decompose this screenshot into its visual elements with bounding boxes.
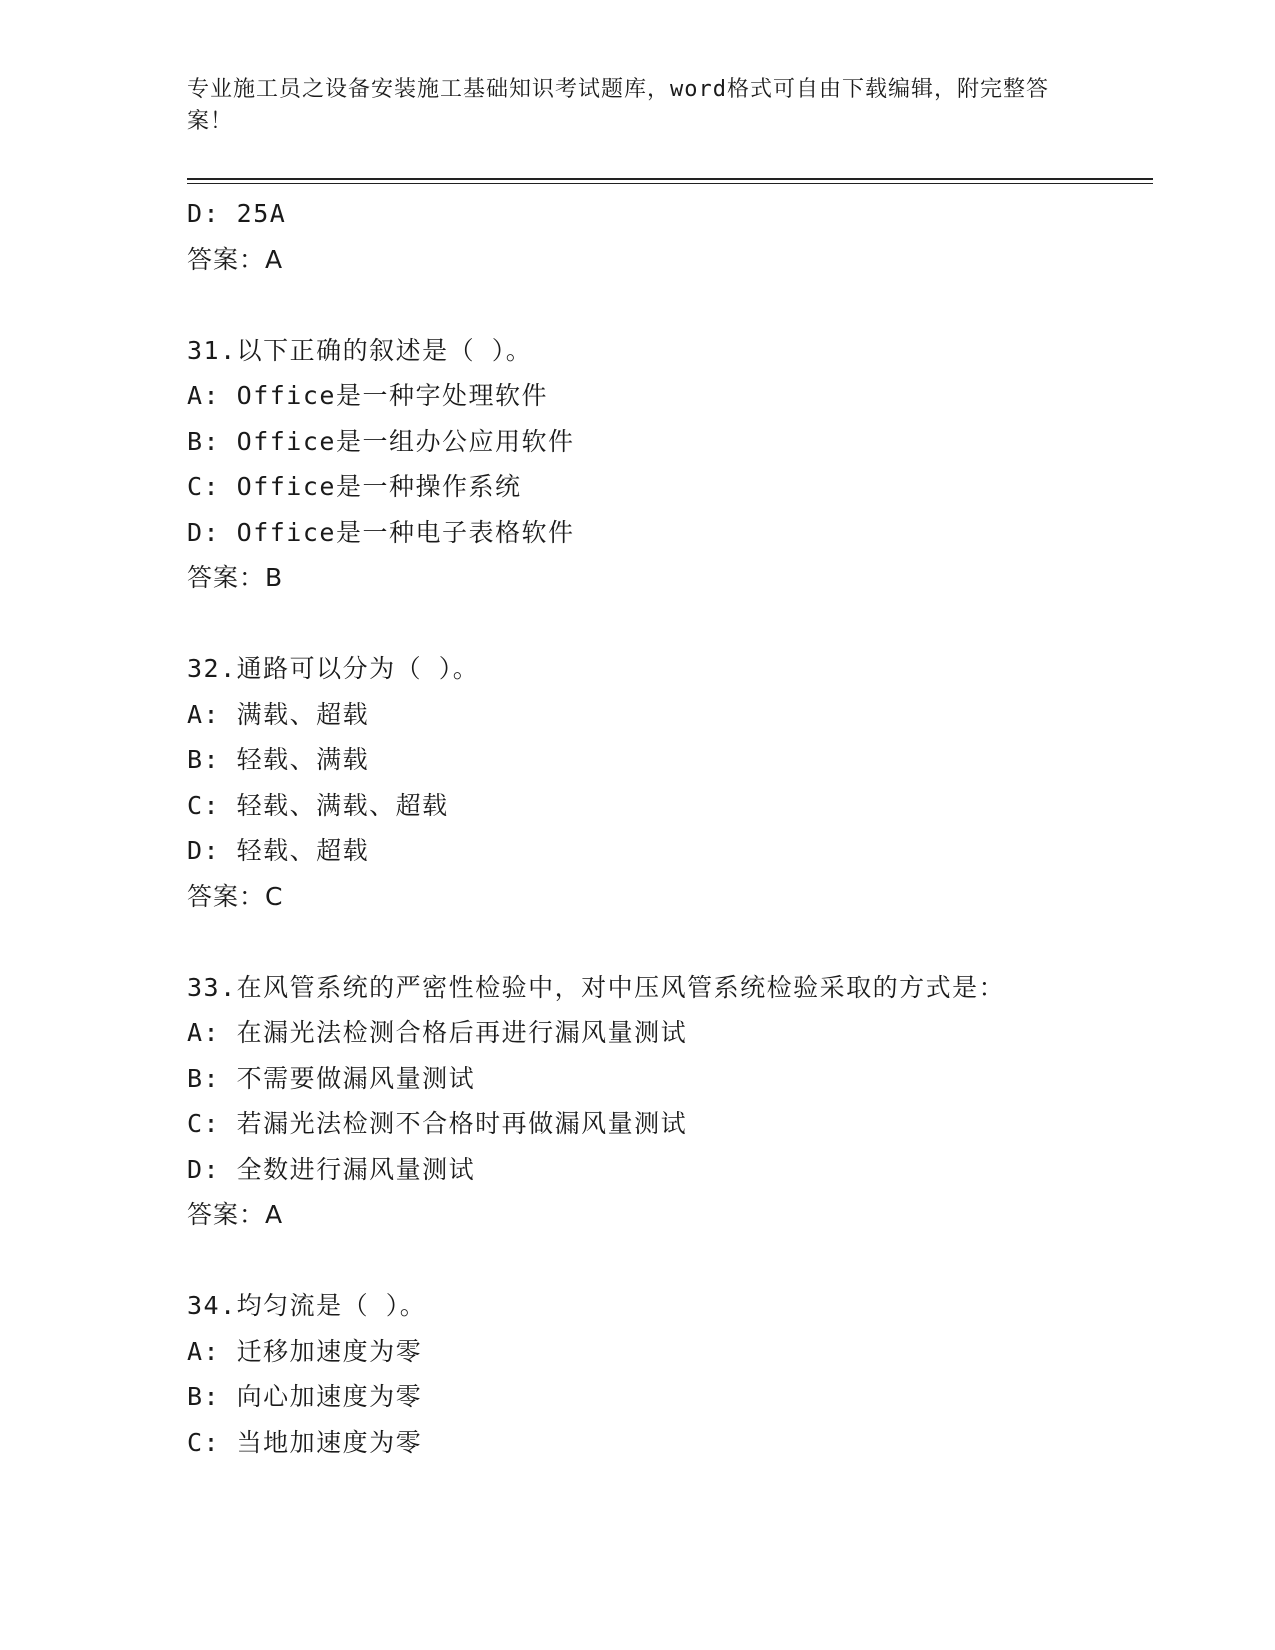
answer-line: 答案：A xyxy=(187,244,284,274)
option-c: C: Office是一种操作系统 xyxy=(187,472,522,501)
header-divider-thin xyxy=(187,183,1153,184)
question-list xyxy=(187,191,1147,1465)
option-a: A: Office是一种字处理软件 xyxy=(187,381,548,410)
spacer xyxy=(187,282,1147,328)
option-d: D: 全数进行漏风量测试 xyxy=(187,1154,476,1184)
option-b: B: 轻载、满载 xyxy=(187,745,370,774)
option-b: B: 向心加速度为零 xyxy=(187,1382,423,1411)
question-33: 33.在风管系统的严密性检验中，对中压风管系统检验采取的方式是： xyxy=(187,972,1006,1002)
answer-line: 答案：A xyxy=(187,1200,284,1229)
option-a: A: 迁移加速度为零 xyxy=(187,1336,423,1366)
option-c: C: 轻载、满载、超载 xyxy=(187,790,449,820)
option-d: D: 轻载、超载 xyxy=(187,836,370,865)
spacer xyxy=(187,919,1147,965)
spacer xyxy=(187,601,1147,647)
option-c: C: 当地加速度为零 xyxy=(187,1427,423,1457)
option-a: A: 满载、超载 xyxy=(187,699,370,729)
header-divider-thick xyxy=(187,178,1153,180)
option-d: D: 25A xyxy=(187,199,287,228)
question-31: 31.以下正确的叙述是（ ）。 xyxy=(187,335,533,365)
option-d: D: Office是一种电子表格软件 xyxy=(187,517,575,547)
spacer xyxy=(187,1238,1147,1284)
document-header: 专业施工员之设备安装施工基础知识考试题库，word格式可自由下载编辑，附完整答案！ xyxy=(187,77,1049,134)
option-b: B: Office是一组办公应用软件 xyxy=(187,426,575,456)
option-a: A: 在漏光法检测合格后再进行漏风量测试 xyxy=(187,1018,688,1047)
option-b: B: 不需要做漏风量测试 xyxy=(187,1063,476,1093)
option-c: C: 若漏光法检测不合格时再做漏风量测试 xyxy=(187,1109,688,1138)
question-32: 32.通路可以分为（ ）。 xyxy=(187,654,480,683)
answer-line: 答案：B xyxy=(187,563,284,592)
question-34: 34.均匀流是（ ）。 xyxy=(187,1291,427,1320)
answer-line: 答案：C xyxy=(187,881,284,911)
